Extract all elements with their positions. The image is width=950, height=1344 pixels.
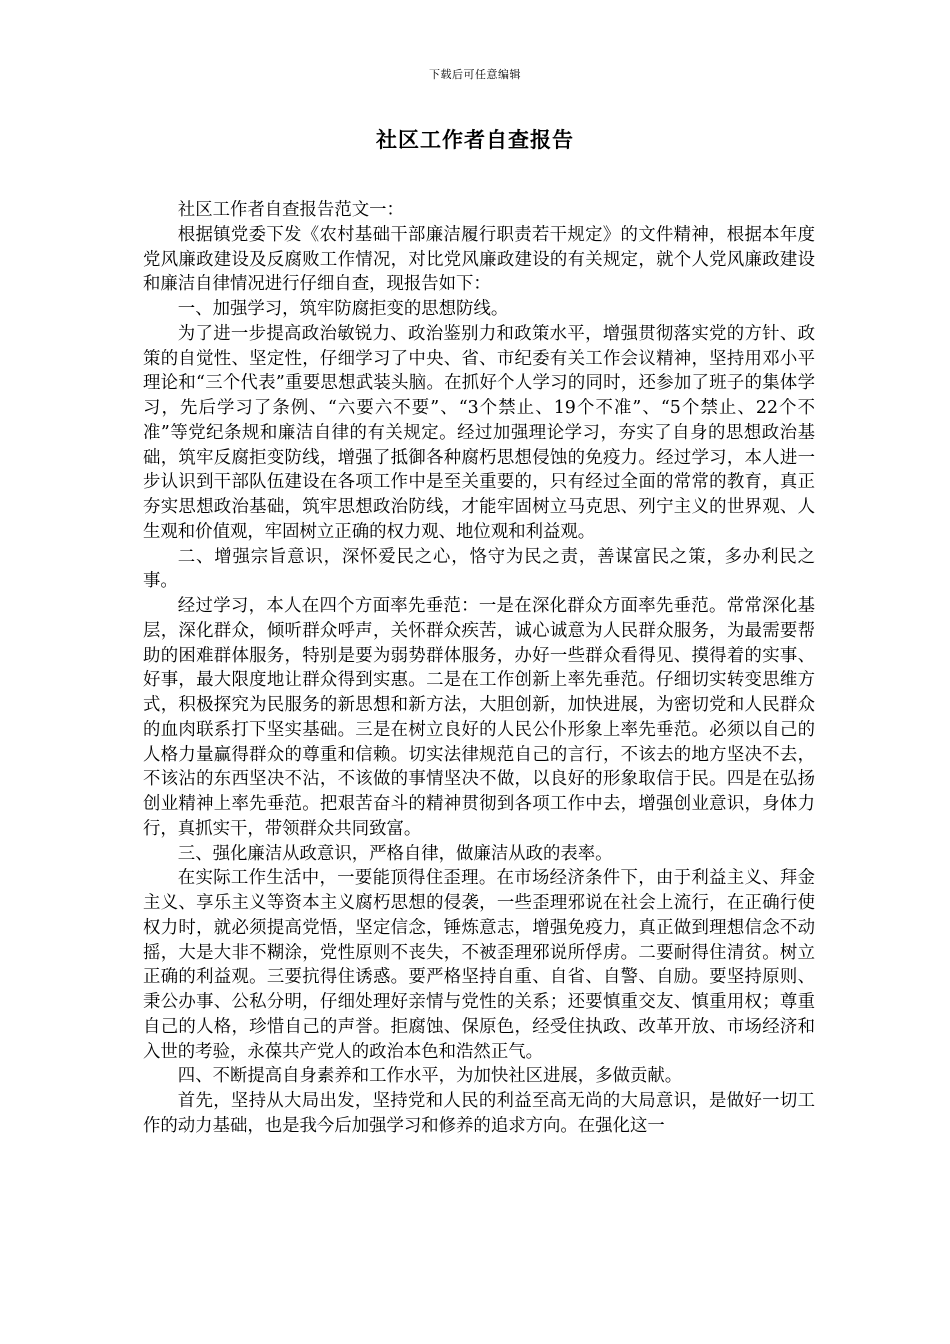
section-heading: 三、强化廉洁从政意识，严格自律，做廉洁从政的表率。	[177, 843, 613, 864]
header-note: 下载后可任意编辑	[429, 68, 521, 81]
paragraph: 根据镇党委下发《农村基础干部廉洁履行职责若干规定》的文件精神，根据本年度党风廉政建设及反腐败工作情况，对比党风廉政建设的有关规定，就个人党风廉政建设和廉洁自律情况进行仔细自查，现报告如下：	[143, 224, 815, 295]
paragraph: 在实际工作生活中，一要能顶得住歪理。在市场经济条件下，由于利益主义、拜金主义、享乐主义等资本主义腐朽思想的侵袭，一些歪理邪说在社会上流行，在正确行使权力时，就必须提高党悟，坚定信念，锤炼意志，增强免疫力，真正做到理想信念不动摇，大是大非不糊涂，党性原则不丧失，不被歪理邪说所俘虏。二要耐得住清贫。树立正确的利益观。三要抗得住诱惑。要严格坚持自重、自省、自警、自励。要坚持原则、秉公办事、公私分明，仔细处理好亲情与党性的关系；还要慎重交友、慎重用权；尊重自己的人格，珍惜自己的声誉。拒腐蚀、保原色，经受住执政、改革开放、市场经济和入世的考验，永葆共产党人的政治本色和浩然正气。	[143, 868, 815, 1062]
section-heading: 四、不断提高自身素养和工作水平，为加快社区进展，多做贡献。	[177, 1066, 683, 1087]
paragraph: 首先，坚持从大局出发，坚持党和人民的利益至高无尚的大局意识，是做好一切工作的动力基础，也是我今后加强学习和修养的追求方向。在强化这一	[143, 1091, 815, 1136]
document-body	[143, 198, 815, 1139]
paragraph: 社区工作者自查报告范文一：	[177, 200, 404, 220]
paragraph: 经过学习，本人在四个方面率先垂范：一是在深化群众方面率先垂范。常常深化基层，深化群众，倾听群众呼声，关怀群众疾苦，诚心诚意为人民群众服务，为最需要帮助的困难群体服务，特别是要为弱势群体服务，办好一些群众看得见、摸得着的实事、好事，最大限度地让群众得到实惠。二是在工作创新上率先垂范。仔细切实转变思维方式，积极探究为民服务的新思想和新方法，大胆创新，加快进展，为密切党和人民群众的血肉联系打下坚实基础。三是在树立良好的人民公仆形象上率先垂范。必须以自己的人格力量赢得群众的尊重和信赖。切实法律规范自己的言行，不该去的地方坚决不去，不该沾的东西坚决不沾，不该做的事情坚决不做，以良好的形象取信于民。四是在弘扬创业精神上率先垂范。把艰苦奋斗的精神贯彻到各项工作中去，增强创业意识，身体力行，真抓实干，带领群众共同致富。	[143, 596, 815, 839]
section-heading: 一、加强学习，筑牢防腐拒变的思想防线。	[177, 299, 509, 319]
document-title: 社区工作者自查报告	[376, 127, 574, 152]
paragraph: 为了进一步提高政治敏锐力、政治鉴别力和政策水平，增强贯彻落实党的方针、政策的自觉性、坚定性，仔细学习了中央、省、市纪委有关工作会议精神，坚持用邓小平理论和“三个代表”重要思想武装头脑。在抓好个人学习的同时，还参加了班子的集体学习，先后学习了条例、“六要六不要”、“3个禁止、19个不准”、“5个禁止、22个不准”等党纪条规和廉洁自律的有关规定。经过加强理论学习，夯实了自身的思想政治基础，筑牢反腐拒变防线，增强了抵御各种腐朽思想侵蚀的免疫力。经过学习，本人进一步认识到干部队伍建设在各项工作中是至关重要的，只有经过全面的常常的教育，真正夯实思想政治基础，筑牢思想政治防线，才能牢固树立马克思、列宁主义的世界观、人生观和价值观，牢固树立正确的权力观、地位观和利益观。	[143, 323, 815, 542]
section-heading: 二、增强宗旨意识，深怀爱民之心，恪守为民之责，善谋富民之策，多办利民之事。	[143, 546, 815, 592]
